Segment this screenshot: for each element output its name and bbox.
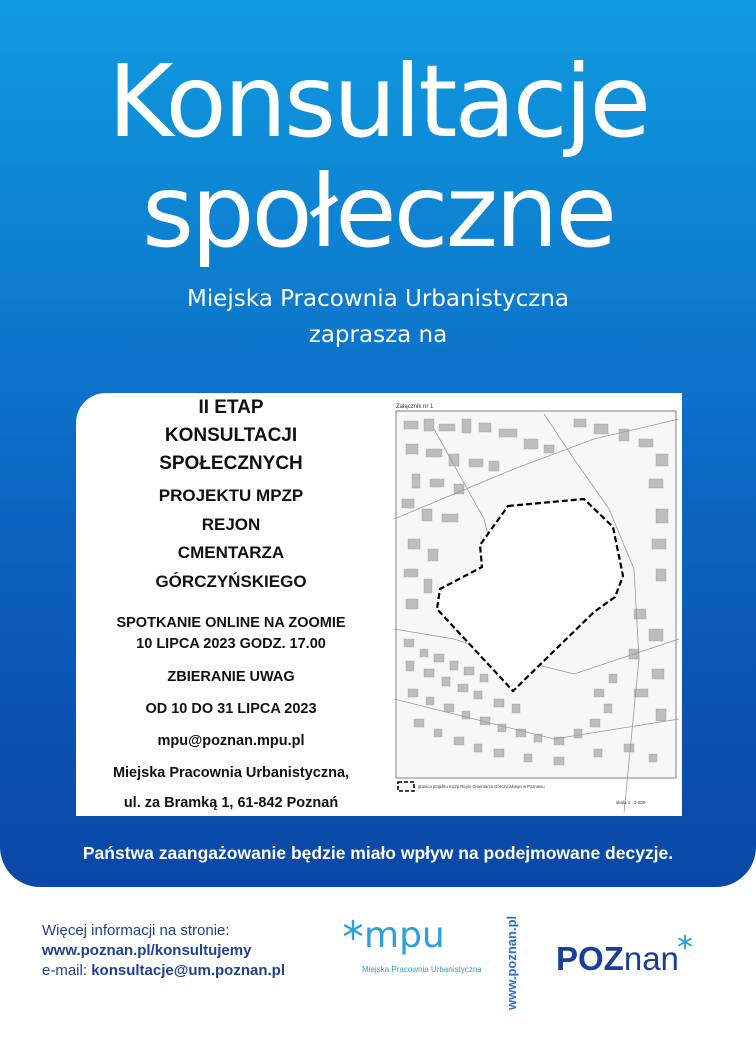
- consultation-email[interactable]: konsultacje@um.poznan.pl: [91, 962, 286, 979]
- cemetery-label: CMENTARZA: [177, 543, 285, 562]
- page-title-line2: społeczne: [141, 153, 615, 270]
- map-legend-text: granica projektu mpzp Rejon Cmentarza Górczyńskiego w Poznaniu: [418, 784, 545, 789]
- comments-dates: OD 10 DO 31 LIPCA 2023: [145, 701, 317, 717]
- meeting-label: SPOTKANIE ONLINE NA ZOOMIE: [116, 615, 346, 631]
- region-label: REJON: [201, 515, 261, 534]
- impact-statement: Państwa zaangażowanie będzie miało wpływ na podejmowane decyzje.: [82, 843, 674, 863]
- poznan-logo: [556, 940, 679, 978]
- more-info-label: Więcej informacji na stronie:: [42, 922, 230, 939]
- comments-label: ZBIERANIE UWAG: [167, 669, 295, 685]
- social-label: SPOŁECZNYCH: [159, 453, 303, 474]
- plan-map: [394, 399, 679, 813]
- mpu-logo-subtitle: Miejska Pracownia Urbanistyczna: [362, 965, 482, 974]
- email-label: e-mail:: [42, 962, 92, 979]
- address-line2: ul. za Bramką 1, 61-842 Poznań: [123, 795, 339, 811]
- consultation-url[interactable]: www.poznan.pl/konsultujemy: [42, 942, 252, 959]
- project-label: PROJEKTU MPZP: [158, 486, 304, 505]
- invitation-text: zaprasza na: [308, 322, 448, 348]
- meeting-date: 10 LIPCA 2023 GODZ. 17.00: [136, 636, 326, 652]
- consultation-label: KONSULTACJI: [164, 425, 298, 446]
- asterisk-icon: [342, 919, 364, 941]
- organizer-name: Miejska Pracownia Urbanistyczna: [187, 286, 569, 312]
- event-card: [76, 393, 682, 816]
- poznan-logo-lower: nan: [623, 940, 679, 977]
- contact-email[interactable]: mpu@poznan.mpu.pl: [157, 733, 305, 749]
- map-scale: skala 1 : 3 000: [616, 800, 646, 805]
- mpu-logo-text: mpu: [364, 915, 445, 956]
- cemetery-name: GÓRCZYŃSKIEGO: [155, 572, 307, 591]
- stage-label: II ETAP: [198, 397, 264, 418]
- poznan-logo-upper: POZ: [556, 940, 624, 977]
- asterisk-icon: [677, 934, 693, 950]
- contact-info: [42, 921, 285, 981]
- map-attachment-label: Załącznik nr 1: [396, 404, 434, 410]
- page-title-line1: Konsultacje: [107, 43, 649, 160]
- vertical-url: www.poznan.pl: [504, 915, 519, 1010]
- address-line1: Miejska Pracownia Urbanistyczna,: [112, 765, 350, 781]
